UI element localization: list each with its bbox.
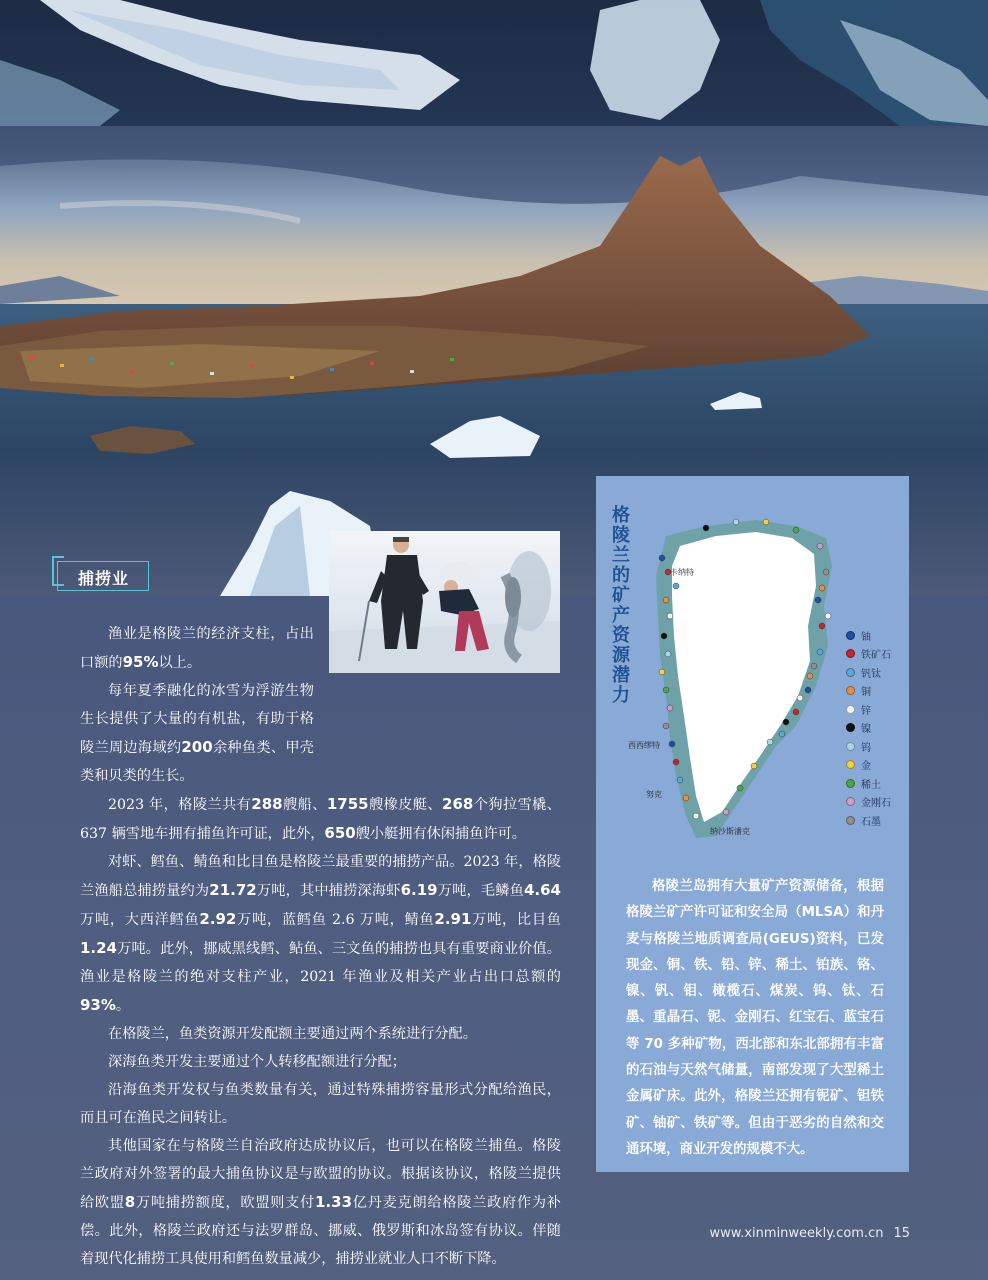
page-footer [710, 1226, 910, 1241]
mineral-site-marker [659, 555, 665, 561]
mineral-site-marker [733, 519, 739, 525]
heading-accent [52, 556, 64, 586]
mineral-site-marker [819, 623, 825, 629]
mineral-site-marker [669, 741, 675, 747]
map-label-nuke: 努克 [646, 790, 662, 799]
mineral-site-marker [703, 525, 709, 531]
mineral-site-marker [797, 695, 803, 701]
paragraph-1: 渔业是格陵兰的经济支柱，占出口额的95%以上。 [80, 626, 314, 671]
legend-swatch [846, 742, 855, 751]
mineral-site-marker [659, 669, 665, 675]
paragraph-7: 沿海鱼类开发权与鱼类数量有关，通过特殊捕捞容量形式分配给渔民，而且可在渔民之间转让。 [80, 1082, 561, 1126]
mineral-infobox [596, 476, 909, 1172]
ice-aerial-photo [0, 0, 988, 126]
map-label-kanat: 卡纳特 [670, 568, 694, 577]
map-legend [846, 626, 891, 830]
mineral-site-marker [751, 763, 757, 769]
mineral-site-marker [661, 633, 667, 639]
mineral-site-marker [815, 597, 821, 603]
legend-swatch [846, 631, 855, 640]
mineral-site-marker [667, 705, 673, 711]
mineral-site-marker [663, 723, 669, 729]
legend-item: 稀土 [846, 774, 891, 793]
mineral-site-marker [823, 569, 829, 575]
greenland-mineral-map [596, 476, 909, 866]
infobox-title: 格陵兰的矿产资源潜力 [612, 505, 630, 706]
mineral-site-marker [817, 649, 823, 655]
mineral-site-marker [723, 809, 729, 815]
mineral-site-marker [793, 709, 799, 715]
mineral-site-marker [737, 785, 743, 791]
footer-url: www.xinminweekly.com.cn [709, 1226, 884, 1241]
legend-swatch [846, 723, 855, 732]
mineral-site-marker [763, 519, 769, 525]
mineral-site-marker [663, 597, 669, 603]
infobox-text: 格陵兰岛拥有大量矿产资源储备，根据格陵兰矿产许可证和安全局（MLSA）和丹麦与格陵兰地质调查局(GEUS)资料，已发现金、铜、铁、铅、锌、稀土、铂族、铬、镍、钒、钼、橄榄石、煤炭、钨、钛、石墨、重晶石、铌、金刚石、红宝石、蓝宝石等 70 多种矿物，西北部和东北部拥有丰富的石油与天然气储量，南部发现了大型稀土金属矿床。此外，格陵兰还拥有铌矿、钽铁矿、铀矿、铁矿等。但由于恶劣的自然和交通环境，商业开发的规模不大。 [626, 879, 884, 1157]
mineral-site-marker [807, 673, 813, 679]
article-body [80, 620, 561, 1273]
paragraph-3: 2023 年，格陵兰共有288艘船、1755艘橡皮艇、268个狗拉雪橇、637 辆雪地车拥有捕鱼许可证，此外，650艘小艇拥有休闲捕鱼许可。 [80, 795, 561, 842]
legend-swatch [846, 686, 855, 695]
mineral-site-marker [817, 543, 823, 549]
legend-item: 锌 [846, 700, 891, 719]
mineral-site-marker [819, 585, 825, 591]
legend-item: 镍 [846, 719, 891, 738]
legend-item: 金 [846, 756, 891, 775]
mineral-site-marker [665, 651, 671, 657]
mineral-site-marker [683, 795, 689, 801]
legend-item: 金刚石 [846, 793, 891, 812]
page-number: 15 [893, 1226, 910, 1241]
legend-swatch [846, 649, 855, 658]
legend-swatch [846, 816, 855, 825]
legend-item: 钨 [846, 737, 891, 756]
mineral-site-marker [693, 813, 699, 819]
legend-swatch [846, 705, 855, 714]
legend-item: 石墨 [846, 811, 891, 830]
legend-item: 钒钛 [846, 663, 891, 682]
map-label-xixi: 西西缪特 [628, 741, 660, 750]
mineral-site-marker [663, 687, 669, 693]
mineral-site-marker [783, 719, 789, 725]
legend-item: 铁矿石 [846, 645, 891, 664]
map-label-nasa: 纳沙斯潘克 [710, 827, 750, 836]
paragraph-4: 对虾、鳕鱼、鲭鱼和比目鱼是格陵兰最重要的捕捞产品。2023 年，格陵兰渔船总捕捞量约为21.72万吨，其中捕捞深海虾6.19万吨，毛鳞鱼4.64万吨，大西洋鳕鱼2.92万吨，蓝鳕鱼 2.6 万吨，鲭鱼2.91万吨，比目鱼1.24万吨。此外，挪威黑线鳕、鲇鱼、三文鱼的捕捞也具有重要商业价值。渔业是格陵兰的绝对支柱产业，2021 年渔业及相关产业占出口总额的93%。 [80, 854, 561, 1014]
mineral-site-marker [811, 663, 817, 669]
section-heading [57, 561, 149, 591]
mineral-site-marker [673, 759, 679, 765]
paragraph-5: 在格陵兰，鱼类资源开发配额主要通过两个系统进行分配。 [108, 1026, 477, 1042]
mineral-site-marker [767, 739, 773, 745]
legend-swatch [846, 668, 855, 677]
mineral-site-marker [779, 731, 785, 737]
paragraph-8: 其他国家在与格陵兰自治政府达成协议后，也可以在格陵兰捕鱼。格陵兰政府对外签署的最大捕鱼协议是与欧盟的协议。根据该协议，格陵兰提供给欧盟8万吨捕捞额度，欧盟则支付1.33亿丹麦克朗给格陵兰政府作为补偿。此外，格陵兰政府还与法罗群岛、挪威、俄罗斯和冰岛签有协议。伴随着现代化捕捞工具使用和鳕鱼数量减少，捕捞业就业人口不断下降。 [80, 1138, 561, 1267]
legend-swatch [846, 779, 855, 788]
mineral-site-marker [677, 777, 683, 783]
paragraph-2: 每年夏季融化的冰雪为浮游生物生长提供了大量的有机盐，有助于格陵兰周边海域约200余种鱼类、甲壳类和贝类的生长。 [80, 683, 314, 784]
legend-swatch [846, 797, 855, 806]
section-heading-text: 捕捞业 [78, 569, 130, 588]
paragraph-6: 深海鱼类开发主要通过个人转移配额进行分配； [108, 1054, 406, 1070]
legend-swatch [846, 760, 855, 769]
mineral-site-marker [673, 583, 679, 589]
legend-item: 铀 [846, 626, 891, 645]
mineral-site-marker [793, 527, 799, 533]
mineral-site-marker [805, 687, 811, 693]
mineral-site-marker [825, 613, 831, 619]
legend-item: 铜 [846, 682, 891, 701]
mineral-site-marker [667, 613, 673, 619]
